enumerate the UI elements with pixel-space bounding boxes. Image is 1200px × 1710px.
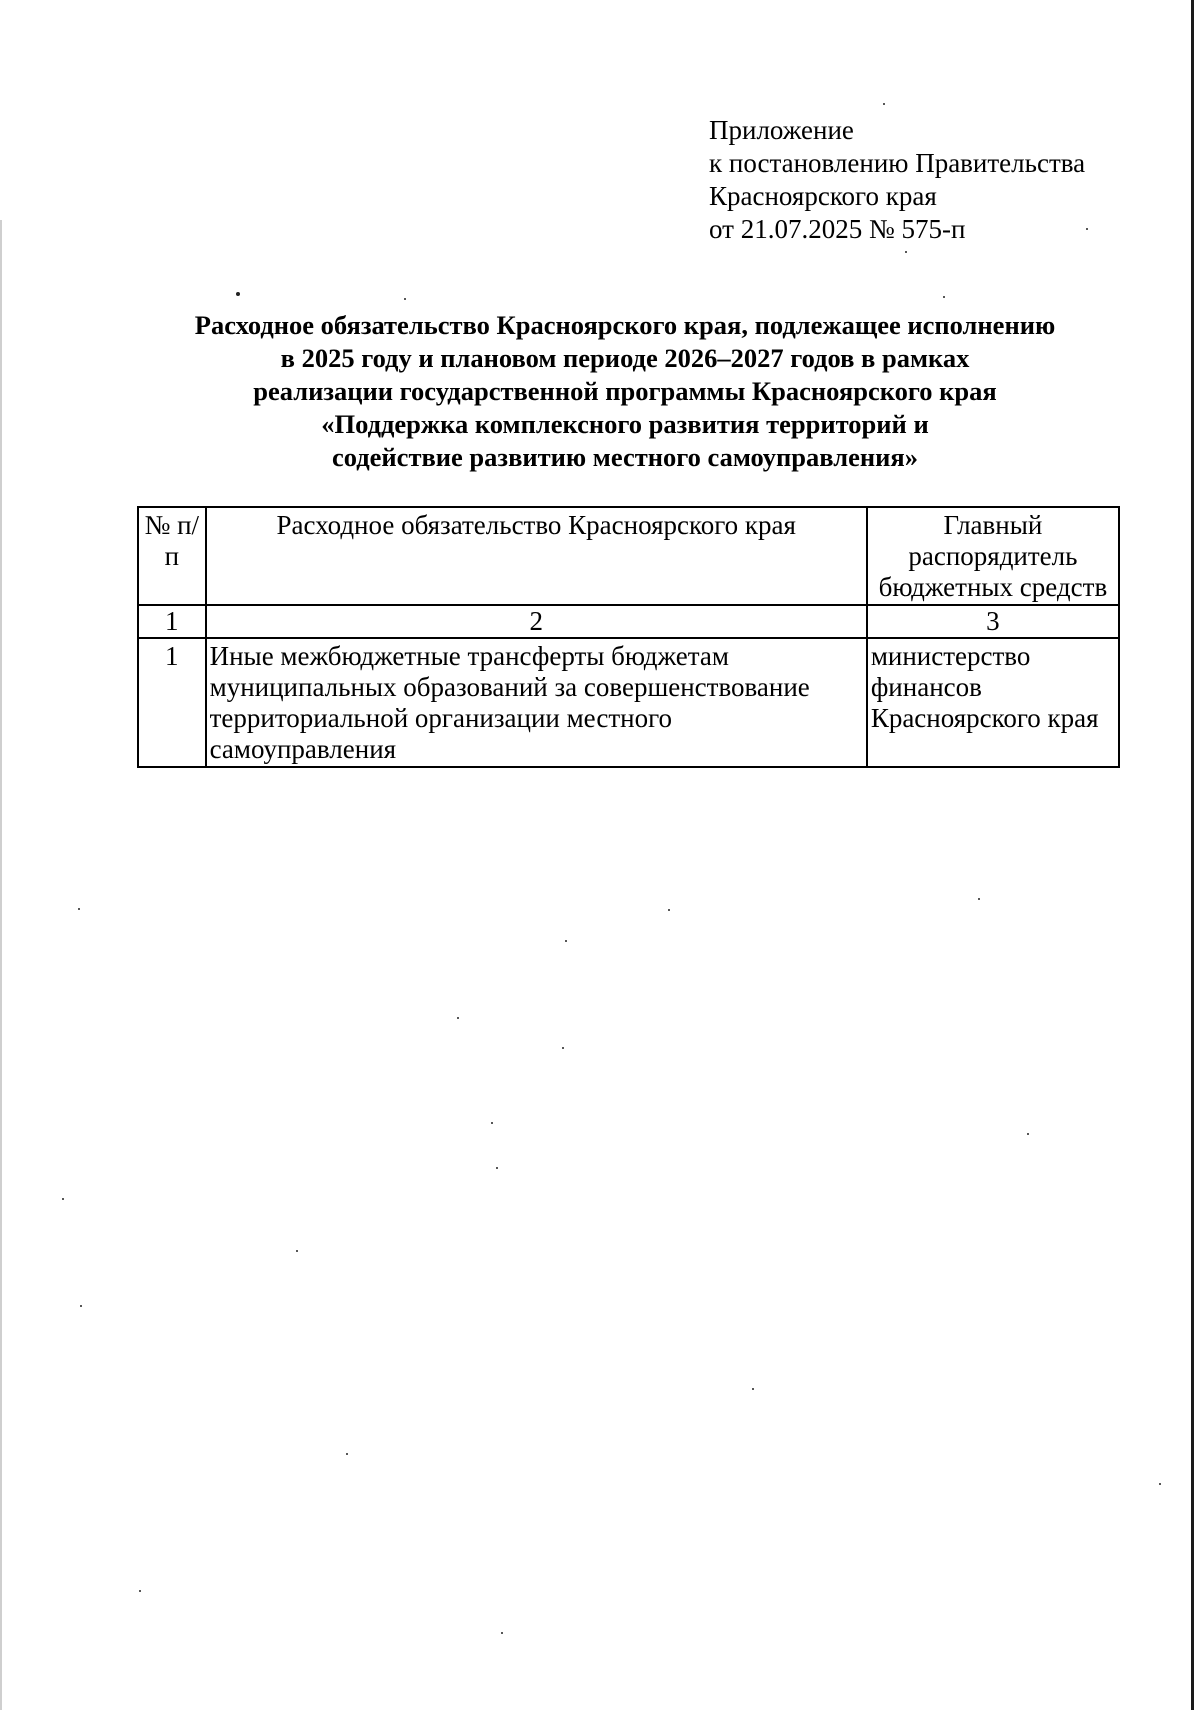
scan-speck (501, 1632, 503, 1634)
scan-speck (139, 1590, 141, 1592)
scan-speck (752, 1388, 754, 1390)
scan-speck (78, 908, 80, 910)
scan-speck (346, 1453, 348, 1455)
index-cell-3: 3 (867, 605, 1119, 638)
appendix-line-3: Красноярского края (709, 181, 937, 211)
header-manager: Главный распорядитель бюджетных средств (867, 507, 1119, 605)
scan-speck (491, 1122, 493, 1124)
scan-speck (943, 296, 945, 298)
obligations-table (137, 506, 1120, 768)
scan-speck (457, 1017, 459, 1019)
scan-speck (236, 292, 240, 296)
row-obligation: Иные межбюджетные трансферты бюджетам муниципальных образований за совершенствование территориальной организации местного самоуправления (206, 638, 867, 767)
scan-speck (565, 940, 567, 942)
appendix-line-1: Приложение (709, 115, 854, 145)
scan-speck (1159, 1483, 1161, 1485)
title-line-5: содействие развитию местного самоуправления» (332, 442, 918, 472)
header-obligation: Расходное обязательство Красноярского края (206, 507, 867, 605)
scan-speck (1086, 228, 1088, 230)
scan-speck (296, 1250, 298, 1252)
scan-speck (905, 251, 907, 253)
page-edge-right (1191, 0, 1194, 1710)
scan-speck (883, 103, 885, 105)
page-edge-left (0, 220, 2, 1710)
table-header-row (138, 507, 1119, 605)
row-num: 1 (138, 638, 206, 767)
index-cell-1: 1 (138, 605, 206, 638)
title-line-4: «Поддержка комплексного развития территорий и (321, 409, 929, 439)
scan-speck (562, 1047, 564, 1049)
scan-speck (668, 909, 670, 911)
table-index-row (138, 605, 1119, 638)
table-row (138, 638, 1119, 767)
scan-speck (80, 1305, 82, 1307)
scan-speck (1027, 1133, 1029, 1135)
title-line-2: в 2025 году и плановом периоде 2026–2027 годов в рамках (280, 343, 970, 373)
header-num: № п/п (138, 507, 206, 605)
title-line-1: Расходное обязательство Красноярского края, подлежащее исполнению (194, 310, 1056, 340)
scan-speck (978, 898, 980, 900)
document-title (100, 309, 1150, 474)
index-cell-2: 2 (206, 605, 867, 638)
appendix-block (709, 114, 1085, 246)
scan-speck (404, 298, 406, 300)
row-manager: министерство финансов Красноярского края (867, 638, 1119, 767)
title-line-3: реализации государственной программы Красноярского края (253, 376, 997, 406)
appendix-line-2: к постановлению Правительства (709, 148, 1086, 178)
scan-speck (62, 1198, 64, 1200)
scan-speck (496, 1167, 498, 1169)
appendix-line-4: от 21.07.2025 № 575-п (709, 214, 966, 244)
